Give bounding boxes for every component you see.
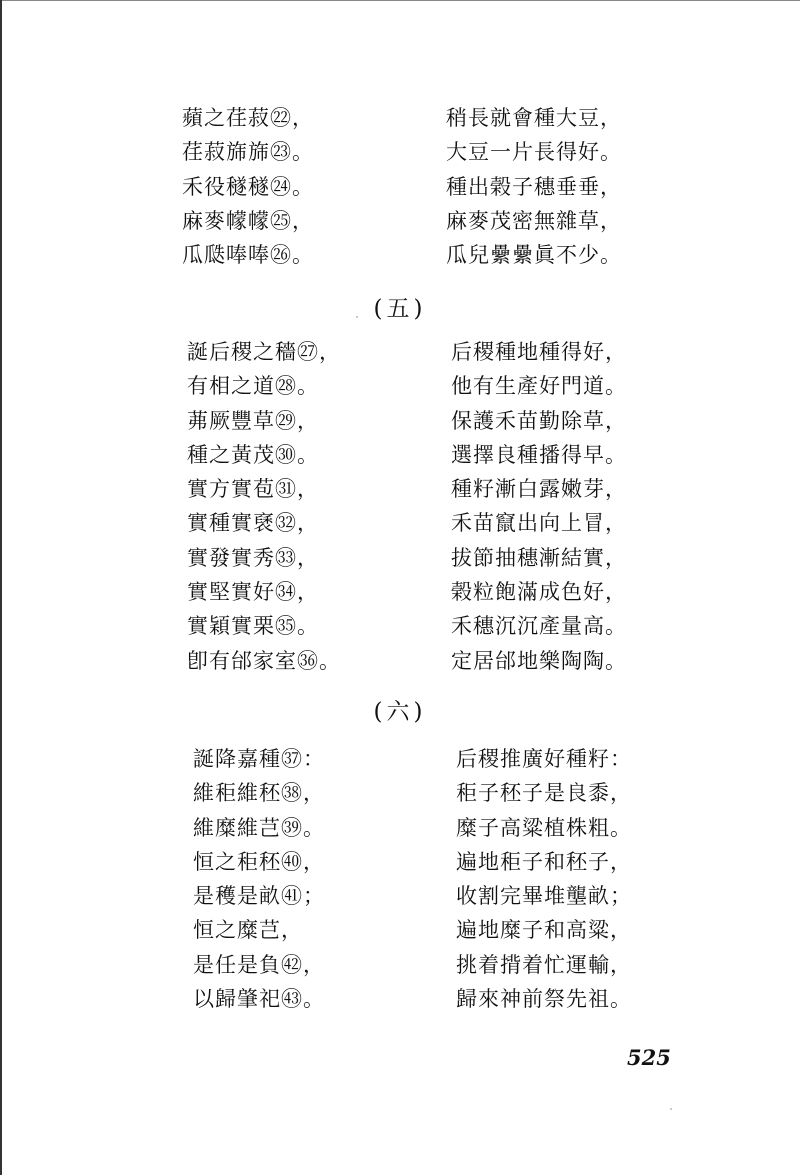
- translation-line: 種籽漸白露嫩芽，: [451, 477, 627, 502]
- translation-line: 后稷推廣好種籽：: [456, 747, 632, 771]
- translation-line: 糜子高粱植株粗。: [456, 815, 632, 840]
- stanza-6-translation: [456, 742, 632, 1016]
- scan-speck: [356, 316, 358, 318]
- original-line: 種之黃茂㉚。: [187, 442, 319, 467]
- translation-line: 瓜兒纍纍眞不少。: [446, 243, 622, 268]
- stanza-4-translation: [446, 101, 622, 272]
- translation-line: 歸來神前祭先祖。: [456, 987, 632, 1012]
- original-line: 誕降嘉種㊲：: [193, 747, 325, 771]
- stanza-5-translation: [451, 335, 627, 678]
- scan-speck: [670, 1108, 672, 1110]
- translation-line: 拔節抽穗漸結實，: [451, 545, 627, 570]
- stanza-4-original: [182, 101, 314, 272]
- original-line: 禾役穟穟㉔。: [182, 174, 314, 199]
- translation-line: 選擇良種播得早。: [451, 442, 627, 467]
- original-line: 是穫是畝㊶；: [193, 884, 325, 909]
- original-line: 有相之道㉘。: [187, 374, 319, 399]
- translation-line: 保護禾苗勤除草，: [451, 408, 627, 433]
- original-line: 瓜瓞唪唪㉖。: [182, 243, 314, 268]
- translation-line: 后稷種地種得好，: [451, 340, 627, 364]
- original-line: 茀厥豐草㉙，: [187, 408, 319, 433]
- translation-line: 收割完畢堆壟畝；: [456, 884, 632, 909]
- original-line: 實發實秀㉝，: [187, 545, 319, 570]
- section-heading-5: (五): [373, 296, 427, 322]
- original-line: 維糜維芑㊴。: [193, 815, 325, 840]
- section-heading-6: (六): [373, 699, 427, 725]
- stanza-5-original: [187, 335, 341, 678]
- original-line: 以歸肇祀㊸。: [193, 987, 325, 1012]
- stanza-6-original: [193, 742, 325, 1016]
- translation-line: 遍地秬子和秠子，: [456, 849, 632, 874]
- original-line: 卽有邰家室㊱。: [187, 648, 341, 673]
- original-line: 誕后稷之穡㉗，: [187, 340, 341, 364]
- original-line: 實堅實好㉞，: [187, 580, 319, 605]
- original-line: 實穎實栗㉟。: [187, 614, 319, 639]
- original-line: 恒之糜芑，: [193, 918, 303, 943]
- original-line: 實方實苞㉛，: [187, 477, 319, 502]
- translation-line: 他有生產好門道。: [451, 374, 627, 399]
- translation-line: 禾穗沉沉產量高。: [451, 614, 627, 639]
- original-line: 恒之秬秠㊵，: [193, 849, 325, 874]
- translation-line: 秬子秠子是良黍，: [456, 781, 632, 806]
- translation-line: 榖粒飽滿成色好，: [451, 580, 627, 605]
- translation-line: 禾苗竄出向上冒，: [451, 511, 627, 536]
- original-line: 維秬維秠㊳，: [193, 781, 325, 806]
- translation-line: 定居邰地樂陶陶。: [451, 648, 627, 673]
- translation-line: 種出榖子穗垂垂，: [446, 174, 622, 199]
- original-line: 麻麥幪幪㉕，: [182, 208, 314, 233]
- translation-line: 挑着揹着忙運輸，: [456, 952, 632, 977]
- original-line: 荏菽旆旆㉓。: [182, 140, 314, 165]
- translation-line: 大豆一片長得好。: [446, 140, 622, 165]
- original-line: 蘋之荏菽㉒，: [182, 106, 314, 130]
- original-line: 實種實褎㉜，: [187, 511, 319, 536]
- original-line: 是任是負㊷，: [193, 952, 325, 977]
- page-number: 525: [627, 1045, 671, 1070]
- translation-line: 遍地糜子和高粱，: [456, 918, 632, 943]
- translation-line: 麻麥茂密無雜草，: [446, 208, 622, 233]
- top-border: [0, 0, 800, 1]
- translation-line: 稍長就會種大豆，: [446, 106, 622, 130]
- left-border: [0, 0, 2, 1175]
